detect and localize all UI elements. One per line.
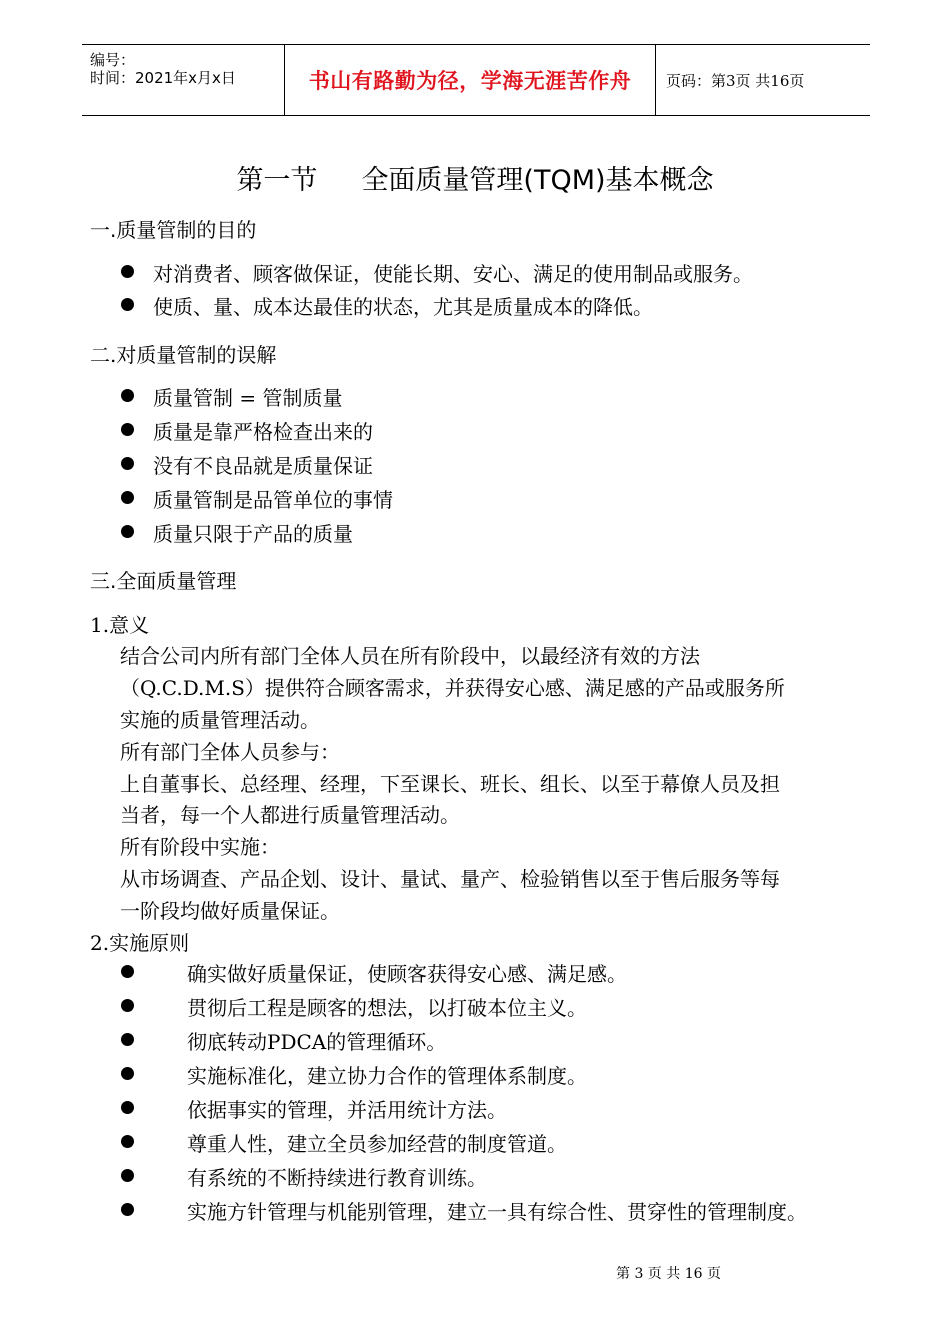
page-footer: 第 3 页 共 16 页 bbox=[616, 1266, 721, 1282]
bullet-icon bbox=[121, 1101, 134, 1114]
title-text: 全面质量管理(TQM)基本概念 bbox=[361, 165, 714, 196]
paragraph-line: 实施的质量管理活动。 bbox=[120, 708, 320, 732]
subsection-heading-meaning: 1.意义 bbox=[90, 613, 150, 637]
page-title bbox=[0, 158, 950, 197]
header-time: 时间：2021年x月x日 bbox=[90, 69, 236, 87]
bullet-icon bbox=[121, 298, 134, 311]
list-item: 对消费者、顾客做保证，使能长期、安心、满足的使用制品或服务。 bbox=[153, 262, 753, 286]
paragraph-line: 一阶段均做好质量保证。 bbox=[120, 899, 340, 923]
bullet-icon bbox=[121, 1169, 134, 1182]
bullet-icon bbox=[121, 265, 134, 278]
list-item: 质量只限于产品的质量 bbox=[153, 522, 353, 546]
list-item: 没有不良品就是质量保证 bbox=[153, 454, 373, 478]
bullet-icon bbox=[121, 525, 134, 538]
bullet-icon bbox=[121, 1203, 134, 1216]
subsection-heading-principles: 2.实施原则 bbox=[90, 931, 190, 955]
paragraph-line: 结合公司内所有部门全体人员在所有阶段中，以最经济有效的方法 bbox=[120, 644, 700, 668]
list-item: 质量是靠严格检查出来的 bbox=[153, 420, 373, 444]
bullet-icon bbox=[121, 389, 134, 402]
header-number: 编号： bbox=[90, 51, 136, 69]
header-page-info: 页码：第3页 共16页 bbox=[666, 71, 805, 90]
list-item: 彻底转动PDCA的管理循环。 bbox=[187, 1030, 447, 1054]
bullet-icon bbox=[121, 491, 134, 504]
list-item: 贯彻后工程是顾客的想法，以打破本位主义。 bbox=[187, 996, 587, 1020]
section3-heading: 三.全面质量管理 bbox=[90, 569, 237, 593]
list-item: 质量管制 = 管制质量 bbox=[153, 386, 343, 410]
title-section-number: 第一节 bbox=[236, 165, 318, 196]
bullet-icon bbox=[121, 1135, 134, 1148]
list-item: 实施标准化，建立协力合作的管理体系制度。 bbox=[187, 1064, 587, 1088]
paragraph-line: 所有阶段中实施： bbox=[120, 835, 280, 859]
list-item: 依据事实的管理，并活用统计方法。 bbox=[187, 1098, 507, 1122]
header-motto: 书山有路勤为径，学海无涯苦作舟 bbox=[284, 45, 656, 115]
section2-heading: 二.对质量管制的误解 bbox=[90, 343, 277, 367]
list-item: 有系统的不断持续进行教育训练。 bbox=[187, 1166, 487, 1190]
paragraph-line: 上自董事长、总经理、经理，下至课长、班长、组长、以至于幕僚人员及担 bbox=[120, 772, 780, 796]
list-item: 尊重人性，建立全员参加经营的制度管道。 bbox=[187, 1132, 567, 1156]
list-item: 确实做好质量保证，使顾客获得安心感、满足感。 bbox=[187, 962, 627, 986]
list-item: 使质、量、成本达最佳的状态，尤其是质量成本的降低。 bbox=[153, 295, 653, 319]
page-header bbox=[82, 44, 870, 116]
paragraph-line: 所有部门全体人员参与： bbox=[120, 740, 340, 764]
paragraph-line: 当者，每一个人都进行质量管理活动。 bbox=[120, 803, 460, 827]
bullet-icon bbox=[121, 1033, 134, 1046]
bullet-icon bbox=[121, 1067, 134, 1080]
bullet-icon bbox=[121, 457, 134, 470]
paragraph-line: 从市场调查、产品企划、设计、量试、量产、检验销售以至于售后服务等每 bbox=[120, 867, 780, 891]
bullet-icon bbox=[121, 423, 134, 436]
header-meta bbox=[82, 45, 284, 115]
section1-heading: 一.质量管制的目的 bbox=[90, 218, 257, 242]
bullet-icon bbox=[121, 999, 134, 1012]
list-item: 实施方针管理与机能别管理，建立一具有综合性、贯穿性的管理制度。 bbox=[187, 1200, 807, 1224]
paragraph-line: （Q.C.D.M.S）提供符合顾客需求，并获得安心感、满足感的产品或服务所 bbox=[120, 676, 785, 700]
list-item: 质量管制是品管单位的事情 bbox=[153, 488, 393, 512]
bullet-icon bbox=[121, 965, 134, 978]
